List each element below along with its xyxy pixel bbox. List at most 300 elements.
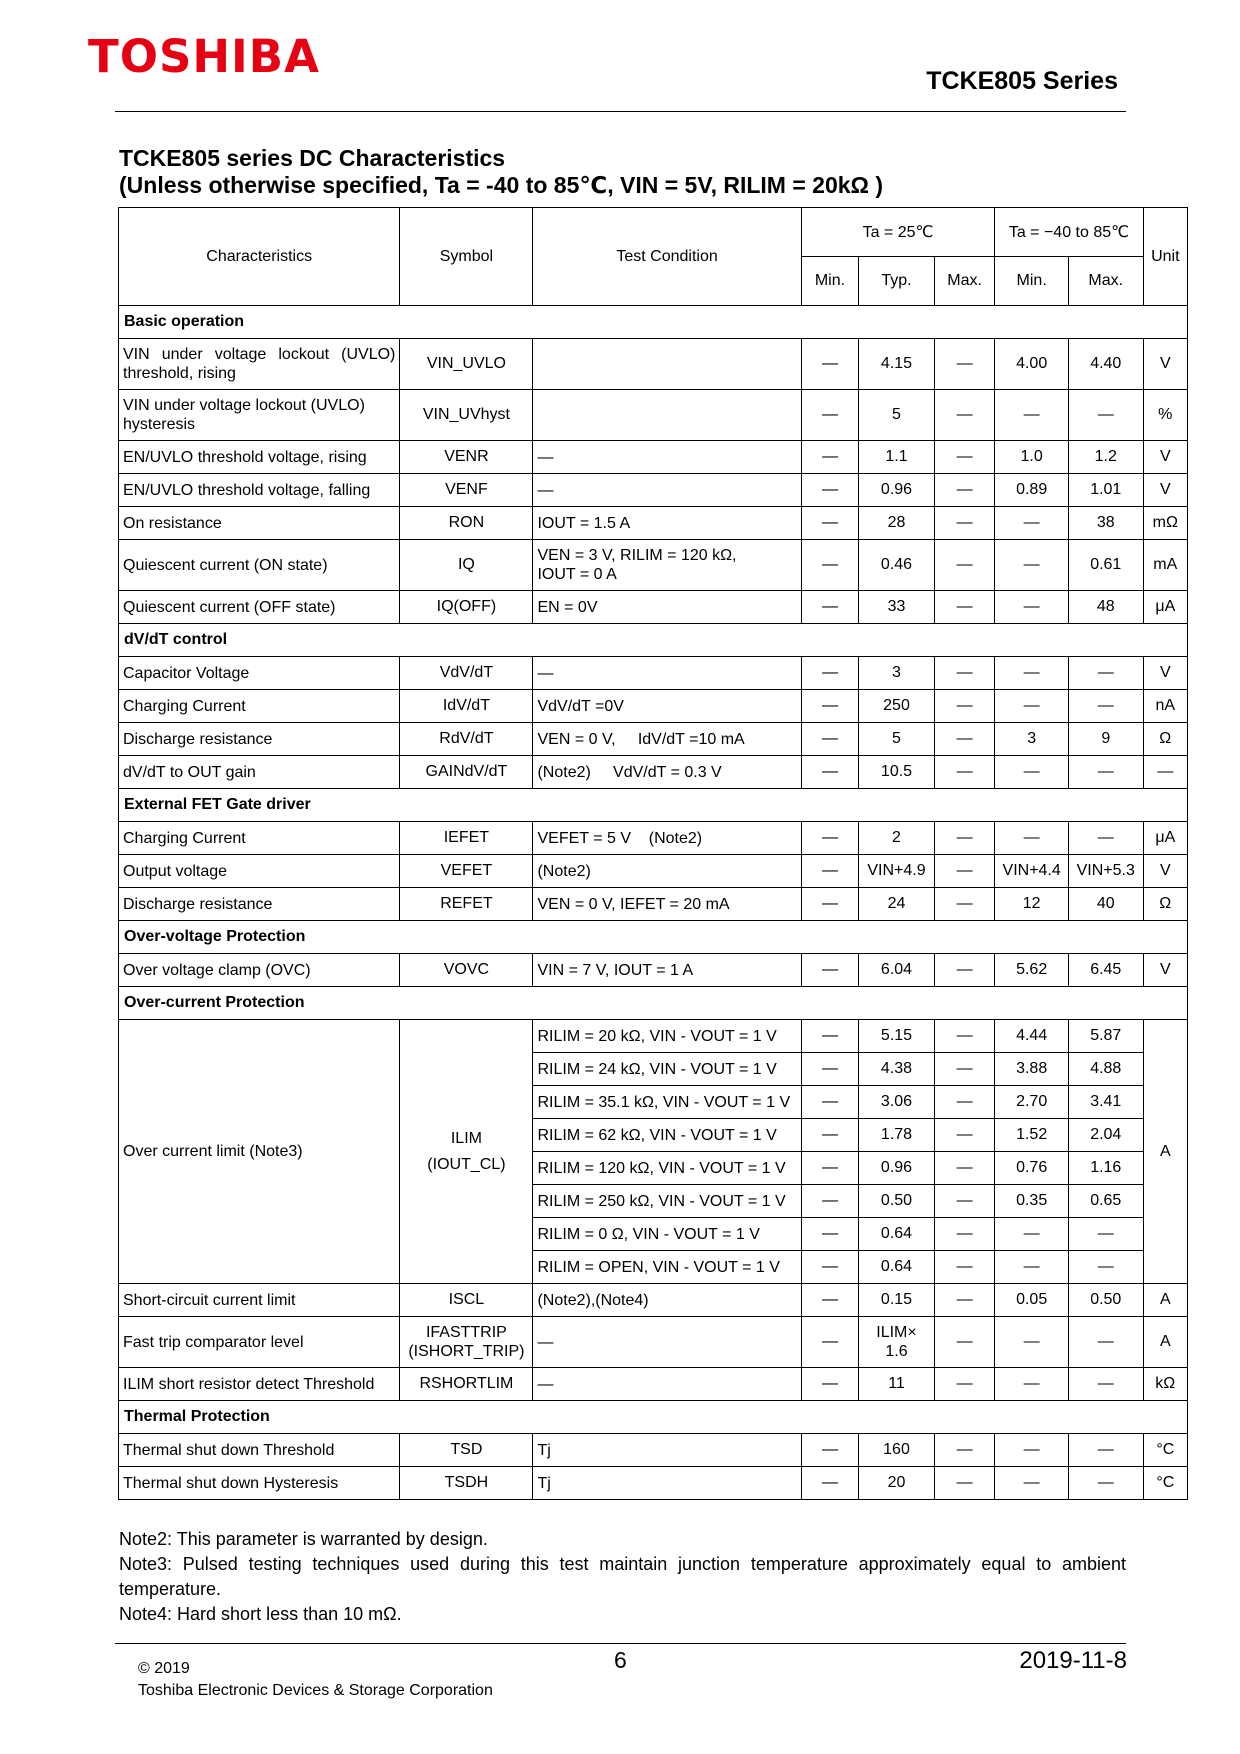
- cell-max: —: [934, 1467, 995, 1500]
- cell-symbol: RdV/dT: [400, 723, 533, 756]
- cell-min-range: 4.00: [995, 339, 1069, 390]
- cell-unit: V: [1143, 441, 1187, 474]
- cell-typ: 3: [859, 657, 935, 690]
- section-ocp: Over-current Protection: [119, 987, 1188, 1020]
- cell-max: —: [934, 390, 995, 441]
- cell-min: —: [801, 474, 858, 507]
- cell-condition: RILIM = 0 Ω, VIN - VOUT = 1 V: [533, 1218, 801, 1251]
- footer-divider: [115, 1643, 1126, 1644]
- symbol-line-2: (ISHORT_TRIP): [408, 1343, 525, 1360]
- cell-unit: A: [1143, 1284, 1187, 1317]
- section-row: [119, 1401, 1188, 1434]
- cell-symbol: IEFET: [400, 822, 533, 855]
- cell-max: —: [934, 1152, 995, 1185]
- cell-min-range: —: [995, 1467, 1069, 1500]
- cell-typ: 0.64: [859, 1251, 935, 1284]
- cell-min-range: 3: [995, 723, 1069, 756]
- cell-unit: μA: [1143, 591, 1187, 624]
- section-row: [119, 306, 1188, 339]
- cell-max: —: [934, 1020, 995, 1053]
- cell-min: —: [801, 1467, 858, 1500]
- table-row: [119, 1284, 1188, 1317]
- cell-symbol: TSD: [400, 1434, 533, 1467]
- cell-typ: 5: [859, 723, 935, 756]
- cell-min-range: —: [995, 690, 1069, 723]
- table-row: [119, 756, 1188, 789]
- section-row: [119, 789, 1188, 822]
- cell-min: —: [801, 888, 858, 921]
- cell-min-range: —: [995, 390, 1069, 441]
- cell-characteristic: Fast trip comparator level: [119, 1317, 400, 1368]
- cell-max-range: 2.04: [1068, 1119, 1143, 1152]
- cell-max: —: [934, 723, 995, 756]
- cell-symbol: RON: [400, 507, 533, 540]
- cell-min-range: —: [995, 540, 1069, 591]
- notes: [119, 1527, 1126, 1627]
- cell-symbol: TSDH: [400, 1467, 533, 1500]
- cell-symbol: ISCL: [400, 1284, 533, 1317]
- cell-typ: 28: [859, 507, 935, 540]
- table-row: [119, 1020, 1188, 1053]
- cell-max: —: [934, 1218, 995, 1251]
- section-row: [119, 921, 1188, 954]
- cell-max-range: —: [1068, 756, 1143, 789]
- cell-condition: —: [533, 441, 801, 474]
- cell-typ: 11: [859, 1368, 935, 1401]
- cell-min: —: [801, 540, 858, 591]
- cell-symbol: VENR: [400, 441, 533, 474]
- cell-max-range: 1.01: [1068, 474, 1143, 507]
- cell-characteristic: VIN under voltage lockout (UVLO) hysteresis: [119, 390, 400, 441]
- cell-unit: %: [1143, 390, 1187, 441]
- cell-max-range: 5.87: [1068, 1020, 1143, 1053]
- typ-line-1: ILIM×: [876, 1324, 917, 1341]
- cell-min-range: 5.62: [995, 954, 1069, 987]
- cell-min-range: 1.52: [995, 1119, 1069, 1152]
- cell-min-range: 2.70: [995, 1086, 1069, 1119]
- cell-symbol: IQ(OFF): [400, 591, 533, 624]
- cell-symbol: VENF: [400, 474, 533, 507]
- cell-min: —: [801, 855, 858, 888]
- table-row: [119, 441, 1188, 474]
- cell-condition: —: [533, 1368, 801, 1401]
- cell-min: —: [801, 1434, 858, 1467]
- table-row: [119, 591, 1188, 624]
- cell-min-range: 0.76: [995, 1152, 1069, 1185]
- cell-max: —: [934, 507, 995, 540]
- cell-condition: VdV/dT =0V: [533, 690, 801, 723]
- cell-typ: 2: [859, 822, 935, 855]
- cell-unit: V: [1143, 657, 1187, 690]
- table-row: [119, 1434, 1188, 1467]
- cell-min: —: [801, 822, 858, 855]
- cell-symbol: VIN_UVLO: [400, 339, 533, 390]
- cell-characteristic: Discharge resistance: [119, 723, 400, 756]
- cell-min: —: [801, 756, 858, 789]
- cell-symbol: REFET: [400, 888, 533, 921]
- cell-condition: RILIM = 250 kΩ, VIN - VOUT = 1 V: [533, 1185, 801, 1218]
- cell-characteristic: Quiescent current (ON state): [119, 540, 400, 591]
- cell-max-range: —: [1068, 1434, 1143, 1467]
- cell-unit: V: [1143, 855, 1187, 888]
- header-ta25: Ta = 25℃: [801, 208, 995, 257]
- cell-min-range: —: [995, 507, 1069, 540]
- cell-unit: —: [1143, 756, 1187, 789]
- cell-condition: [533, 390, 801, 441]
- cell-typ: 33: [859, 591, 935, 624]
- header-ta-range: Ta = −40 to 85℃: [995, 208, 1143, 257]
- cell-condition: —: [533, 1317, 801, 1368]
- table-row: [119, 390, 1188, 441]
- cell-condition: VEFET = 5 V (Note2): [533, 822, 801, 855]
- header-characteristics: Characteristics: [119, 208, 400, 306]
- table-row: [119, 657, 1188, 690]
- cell-condition: RILIM = 24 kΩ, VIN - VOUT = 1 V: [533, 1053, 801, 1086]
- table-row: [119, 1467, 1188, 1500]
- table-row: [119, 339, 1188, 390]
- cell-unit: mA: [1143, 540, 1187, 591]
- cell-min: —: [801, 441, 858, 474]
- cell-characteristic: Quiescent current (OFF state): [119, 591, 400, 624]
- cell-characteristic: EN/UVLO threshold voltage, falling: [119, 474, 400, 507]
- cell-unit: V: [1143, 339, 1187, 390]
- cell-typ: 250: [859, 690, 935, 723]
- cell-symbol: VIN_UVhyst: [400, 390, 533, 441]
- cell-characteristic: Charging Current: [119, 822, 400, 855]
- title-line-1: TCKE805 series DC Characteristics: [119, 145, 506, 171]
- cell-characteristic: Output voltage: [119, 855, 400, 888]
- cell-characteristic: EN/UVLO threshold voltage, rising: [119, 441, 400, 474]
- cell-min-range: —: [995, 1317, 1069, 1368]
- cell-typ: 3.06: [859, 1086, 935, 1119]
- cell-max-range: —: [1068, 390, 1143, 441]
- cell-min: —: [801, 723, 858, 756]
- cell-characteristic: Capacitor Voltage: [119, 657, 400, 690]
- cell-condition: —: [533, 474, 801, 507]
- cell-min-range: —: [995, 1251, 1069, 1284]
- cell-max-range: 4.40: [1068, 339, 1143, 390]
- cell-characteristic: On resistance: [119, 507, 400, 540]
- cell-max-range: 9: [1068, 723, 1143, 756]
- note-3: Note3: Pulsed testing techniques used during this test maintain junction temperature approximately equal to ambient temperature.: [119, 1554, 1126, 1599]
- cell-typ: 1.1: [859, 441, 935, 474]
- cell-condition: RILIM = OPEN, VIN - VOUT = 1 V: [533, 1251, 801, 1284]
- cell-min: —: [801, 1119, 858, 1152]
- cell-min: —: [801, 1251, 858, 1284]
- cell-characteristic: Thermal shut down Threshold: [119, 1434, 400, 1467]
- cell-min: —: [801, 1218, 858, 1251]
- cell-max-range: 1.2: [1068, 441, 1143, 474]
- cell-unit: V: [1143, 474, 1187, 507]
- cell-max-range: —: [1068, 657, 1143, 690]
- header-max: Max.: [934, 257, 995, 306]
- cell-condition: IOUT = 1.5 A: [533, 507, 801, 540]
- table-row: [119, 540, 1188, 591]
- cell-characteristic: dV/dT to OUT gain: [119, 756, 400, 789]
- section-row: [119, 624, 1188, 657]
- header-test-condition: Test Condition: [533, 208, 801, 306]
- cell-characteristic: Over voltage clamp (OVC): [119, 954, 400, 987]
- cell-min-range: —: [995, 1434, 1069, 1467]
- cell-max: —: [934, 1086, 995, 1119]
- cell-min-range: 0.05: [995, 1284, 1069, 1317]
- header-typ: Typ.: [859, 257, 935, 306]
- header-min-range: Min.: [995, 257, 1069, 306]
- cell-condition: VEN = 0 V, IEFET = 20 mA: [533, 888, 801, 921]
- cell-condition: RILIM = 120 kΩ, VIN - VOUT = 1 V: [533, 1152, 801, 1185]
- note-4: Note4: Hard short less than 10 mΩ.: [119, 1604, 402, 1624]
- cell-condition: VEN = 0 V, IdV/dT =10 mA: [533, 723, 801, 756]
- cell-typ: 5: [859, 390, 935, 441]
- cell-max-range: —: [1068, 1368, 1143, 1401]
- cell-min-range: VIN+4.4: [995, 855, 1069, 888]
- section-row: [119, 987, 1188, 1020]
- note-2: Note2: This parameter is warranted by design.: [119, 1529, 488, 1549]
- cell-symbol: [400, 1020, 533, 1284]
- cell-typ: [859, 1317, 935, 1368]
- series-title: TCKE805 Series: [926, 67, 1118, 95]
- cell-max-range: —: [1068, 822, 1143, 855]
- cell-min-range: —: [995, 657, 1069, 690]
- cell-min: —: [801, 1317, 858, 1368]
- document-title: [119, 145, 883, 199]
- cell-characteristic: ILIM short resistor detect Threshold: [119, 1368, 400, 1401]
- cell-unit: A: [1143, 1020, 1187, 1284]
- cell-unit: V: [1143, 954, 1187, 987]
- cell-condition: EN = 0V: [533, 591, 801, 624]
- cell-characteristic: Thermal shut down Hysteresis: [119, 1467, 400, 1500]
- cell-max: —: [934, 339, 995, 390]
- section-dvdt: dV/dT control: [119, 624, 1188, 657]
- cell-max-range: 3.41: [1068, 1086, 1143, 1119]
- cell-typ: 20: [859, 1467, 935, 1500]
- cell-min-range: —: [995, 591, 1069, 624]
- cell-typ: 0.96: [859, 474, 935, 507]
- cell-condition: [533, 540, 801, 591]
- cell-max: —: [934, 540, 995, 591]
- cell-unit: mΩ: [1143, 507, 1187, 540]
- cell-max: —: [934, 822, 995, 855]
- cell-max: —: [934, 441, 995, 474]
- cell-max: —: [934, 474, 995, 507]
- cell-max: —: [934, 591, 995, 624]
- cell-max: —: [934, 1368, 995, 1401]
- cell-min: —: [801, 954, 858, 987]
- company-name: Toshiba Electronic Devices & Storage Corporation: [138, 1682, 493, 1699]
- cell-max-range: —: [1068, 1467, 1143, 1500]
- cell-max-range: —: [1068, 1251, 1143, 1284]
- cell-max: —: [934, 954, 995, 987]
- cell-symbol: VdV/dT: [400, 657, 533, 690]
- cell-characteristic: Charging Current: [119, 690, 400, 723]
- cell-min: —: [801, 1086, 858, 1119]
- cell-max-range: 0.50: [1068, 1284, 1143, 1317]
- cell-min: —: [801, 1152, 858, 1185]
- table-row: [119, 723, 1188, 756]
- cell-symbol: VOVC: [400, 954, 533, 987]
- cell-characteristic: Over current limit (Note3): [119, 1020, 400, 1284]
- cell-max: —: [934, 1317, 995, 1368]
- cell-max-range: —: [1068, 1218, 1143, 1251]
- cell-max-range: 4.88: [1068, 1053, 1143, 1086]
- header-max-range: Max.: [1068, 257, 1143, 306]
- cell-unit: A: [1143, 1317, 1187, 1368]
- cell-min-range: 4.44: [995, 1020, 1069, 1053]
- cell-unit: Ω: [1143, 888, 1187, 921]
- table-row: [119, 855, 1188, 888]
- header-unit: Unit: [1143, 208, 1187, 306]
- page-number: 6: [614, 1647, 627, 1673]
- cell-typ: 24: [859, 888, 935, 921]
- toshiba-logo: TOSHIBA: [88, 30, 320, 83]
- cell-max: —: [934, 888, 995, 921]
- footer-date: 2019-11-8: [1019, 1647, 1127, 1674]
- cell-condition: Tj: [533, 1467, 801, 1500]
- cell-max: —: [934, 1185, 995, 1218]
- cell-condition: RILIM = 20 kΩ, VIN - VOUT = 1 V: [533, 1020, 801, 1053]
- cell-min-range: —: [995, 822, 1069, 855]
- typ-line-2: 1.6: [885, 1343, 908, 1360]
- cell-min: —: [801, 1020, 858, 1053]
- cell-min-range: —: [995, 1218, 1069, 1251]
- cell-typ: 4.38: [859, 1053, 935, 1086]
- cell-max-range: —: [1068, 1317, 1143, 1368]
- cell-symbol: IQ: [400, 540, 533, 591]
- section-thermal: Thermal Protection: [119, 1401, 1188, 1434]
- cell-max-range: VIN+5.3: [1068, 855, 1143, 888]
- symbol-line-1: ILIM: [450, 1129, 482, 1147]
- cell-typ: 0.15: [859, 1284, 935, 1317]
- cell-max: —: [934, 855, 995, 888]
- cell-max: —: [934, 690, 995, 723]
- cell-min: —: [801, 1053, 858, 1086]
- cell-condition: (Note2) VdV/dT = 0.3 V: [533, 756, 801, 789]
- cell-typ: 160: [859, 1434, 935, 1467]
- cell-unit: Ω: [1143, 723, 1187, 756]
- symbol-line-2: (IOUT_CL): [427, 1155, 506, 1173]
- condition-line-1: VEN = 3 V, RILIM = 120 kΩ,: [537, 547, 737, 564]
- table-row: [119, 888, 1188, 921]
- cell-max-range: 38: [1068, 507, 1143, 540]
- cell-characteristic: Short-circuit current limit: [119, 1284, 400, 1317]
- cell-min: —: [801, 1368, 858, 1401]
- cell-unit: nA: [1143, 690, 1187, 723]
- cell-typ: 0.96: [859, 1152, 935, 1185]
- cell-min-range: —: [995, 756, 1069, 789]
- cell-symbol: VEFET: [400, 855, 533, 888]
- copyright: © 2019: [138, 1660, 190, 1677]
- cell-condition: RILIM = 62 kΩ, VIN - VOUT = 1 V: [533, 1119, 801, 1152]
- cell-symbol: [400, 1317, 533, 1368]
- cell-unit: °C: [1143, 1467, 1187, 1500]
- cell-max: —: [934, 756, 995, 789]
- cell-typ: 0.50: [859, 1185, 935, 1218]
- table-row: [119, 954, 1188, 987]
- cell-condition: Tj: [533, 1434, 801, 1467]
- cell-min-range: 0.35: [995, 1185, 1069, 1218]
- cell-min: —: [801, 690, 858, 723]
- table-row: [119, 1317, 1188, 1368]
- cell-condition: VIN = 7 V, IOUT = 1 A: [533, 954, 801, 987]
- cell-symbol: GAINdV/dT: [400, 756, 533, 789]
- cell-condition: RILIM = 35.1 kΩ, VIN - VOUT = 1 V: [533, 1086, 801, 1119]
- cell-characteristic: VIN under voltage lockout (UVLO) threshold, rising: [119, 339, 400, 390]
- cell-min-range: 12: [995, 888, 1069, 921]
- cell-max: —: [934, 1053, 995, 1086]
- cell-max: —: [934, 657, 995, 690]
- cell-condition: (Note2),(Note4): [533, 1284, 801, 1317]
- cell-typ: 0.46: [859, 540, 935, 591]
- section-ovp: Over-voltage Protection: [119, 921, 1188, 954]
- cell-min: —: [801, 1284, 858, 1317]
- cell-min: —: [801, 1185, 858, 1218]
- footer-copyright-block: [138, 1658, 493, 1702]
- condition-line-2: IOUT = 0 A: [537, 566, 617, 583]
- table-row: [119, 507, 1188, 540]
- header-symbol: Symbol: [400, 208, 533, 306]
- cell-typ: 6.04: [859, 954, 935, 987]
- cell-max-range: 40: [1068, 888, 1143, 921]
- cell-symbol: RSHORTLIM: [400, 1368, 533, 1401]
- cell-condition: —: [533, 657, 801, 690]
- cell-max: —: [934, 1251, 995, 1284]
- cell-min: —: [801, 591, 858, 624]
- cell-condition: [533, 339, 801, 390]
- cell-typ: 10.5: [859, 756, 935, 789]
- cell-unit: °C: [1143, 1434, 1187, 1467]
- cell-min-range: 1.0: [995, 441, 1069, 474]
- cell-max-range: 1.16: [1068, 1152, 1143, 1185]
- title-line-2: (Unless otherwise specified, Ta = -40 to 85℃, VIN = 5V, RILIM = 20kΩ ): [119, 172, 884, 198]
- cell-unit: kΩ: [1143, 1368, 1187, 1401]
- cell-max-range: 48: [1068, 591, 1143, 624]
- cell-min-range: 3.88: [995, 1053, 1069, 1086]
- cell-symbol: IdV/dT: [400, 690, 533, 723]
- section-basic: Basic operation: [119, 306, 1188, 339]
- cell-max-range: 6.45: [1068, 954, 1143, 987]
- cell-max: —: [934, 1284, 995, 1317]
- cell-min: —: [801, 657, 858, 690]
- header-min: Min.: [801, 257, 858, 306]
- table-row: [119, 690, 1188, 723]
- cell-unit: μA: [1143, 822, 1187, 855]
- table-row: [119, 474, 1188, 507]
- cell-min: —: [801, 390, 858, 441]
- cell-max-range: —: [1068, 690, 1143, 723]
- table-row: [119, 1368, 1188, 1401]
- header-divider: [115, 111, 1126, 112]
- cell-min: —: [801, 339, 858, 390]
- cell-characteristic: Discharge resistance: [119, 888, 400, 921]
- section-fet: External FET Gate driver: [119, 789, 1188, 822]
- cell-max-range: 0.61: [1068, 540, 1143, 591]
- cell-max: —: [934, 1434, 995, 1467]
- cell-max-range: 0.65: [1068, 1185, 1143, 1218]
- cell-min: —: [801, 507, 858, 540]
- cell-typ: 5.15: [859, 1020, 935, 1053]
- cell-typ: 1.78: [859, 1119, 935, 1152]
- table-row: [119, 822, 1188, 855]
- cell-typ: 4.15: [859, 339, 935, 390]
- cell-typ: 0.64: [859, 1218, 935, 1251]
- cell-typ: VIN+4.9: [859, 855, 935, 888]
- cell-condition: (Note2): [533, 855, 801, 888]
- cell-min-range: —: [995, 1368, 1069, 1401]
- dc-characteristics-table: [118, 207, 1188, 1500]
- cell-max: —: [934, 1119, 995, 1152]
- symbol-line-1: IFASTTRIP: [425, 1324, 507, 1341]
- cell-min-range: 0.89: [995, 474, 1069, 507]
